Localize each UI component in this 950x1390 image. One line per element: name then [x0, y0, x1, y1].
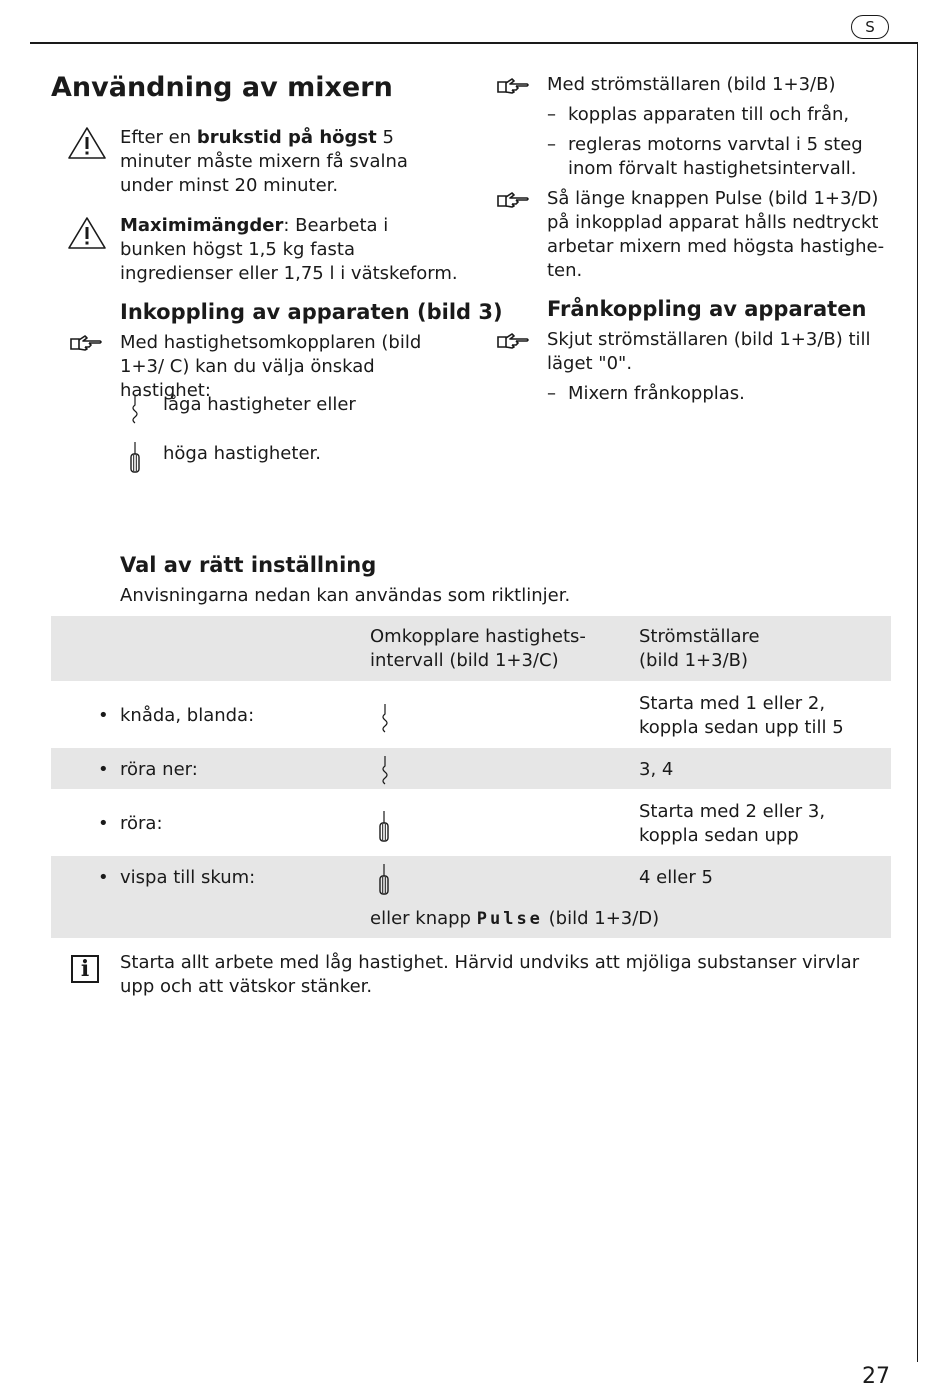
pointing-hand-icon	[69, 333, 103, 353]
pointing-hand-icon	[496, 190, 530, 210]
bullet: •	[98, 813, 109, 834]
pointing-hand-icon	[496, 331, 530, 351]
whisk-icon	[129, 440, 141, 474]
right-rule	[917, 42, 918, 1362]
top-rule	[30, 42, 918, 44]
table-row-task: vispa till skum:	[120, 867, 256, 888]
table-row-setting: Starta med 2 eller 3, koppla sedan upp	[639, 801, 826, 846]
whisk-icon	[378, 809, 390, 843]
pulse-label: Pulse	[476, 909, 543, 929]
table-row-task: röra ner:	[120, 759, 198, 780]
switch-off-step-text: Skjut strömställaren (bild 1+3/B) till läget "0".	[547, 329, 871, 374]
table-row-setting: 3, 4	[639, 759, 674, 780]
low-speed-option: låga hastigheter eller	[163, 394, 356, 415]
table-row-task: knåda, blanda:	[120, 705, 255, 726]
power-switch-item-on-off: kopplas apparaten till och från,	[568, 104, 850, 125]
section-heading-switch-on: Inkoppling av apparaten (bild 3)	[120, 300, 503, 324]
table-row-setting: 4 eller 5	[639, 867, 713, 888]
bullet: •	[98, 759, 109, 780]
warning-cooldown-text: Efter en brukstid på högst 5 minuter måste mixern få svalna under minst 20 minuter.	[120, 127, 408, 196]
column-header-interval: Omkopplare hastighets-intervall (bild 1+3/C)	[370, 626, 586, 671]
power-switch-step-text: Med strömställaren (bild 1+3/B)	[547, 74, 836, 95]
info-text: Starta allt arbete med låg hastighet. Härvid undviks att mjöliga substanser virvlar upp och att vätskor stänker.	[120, 952, 860, 997]
settings-heading: Val av rätt inställning	[120, 553, 377, 577]
info-icon: i	[71, 955, 99, 983]
hook-icon	[380, 754, 390, 788]
pointing-hand-icon	[496, 76, 530, 96]
pulse-alternative: eller knapp Pulse (bild 1+3/D)	[370, 908, 660, 929]
section-heading-switch-off: Frånkoppling av apparaten	[547, 297, 867, 321]
warning-icon	[67, 126, 107, 160]
power-switch-item-speed: regleras motorns varvtal i 5 steg inom förvalt hastighetsintervall.	[568, 134, 863, 179]
warning-max-quantity-text: Maximimängder: Bearbeta i bunken högst 1,5 kg fasta ingredienser eller 1,75 l i vätskeform.	[120, 215, 458, 284]
pulse-step-text: Så länge knappen Pulse (bild 1+3/D) på inkopplad apparat hålls nedtryckt arbetar mixern med högsta hastighe-ten.	[547, 188, 885, 281]
bullet: •	[98, 705, 109, 726]
dash-bullet: –	[547, 383, 556, 404]
switch-on-step-text: Med hastighetsomkopplaren (bild 1+3/ C) kan du välja önskad hastighet:	[120, 332, 422, 401]
dash-bullet: –	[547, 104, 556, 125]
warning-icon	[67, 216, 107, 250]
table-row-setting: Starta med 1 eller 2, koppla sedan upp till 5	[639, 693, 844, 738]
dash-bullet: –	[547, 134, 556, 155]
high-speed-option: höga hastigheter.	[163, 443, 321, 464]
hook-icon	[130, 393, 140, 427]
table-row-task: röra:	[120, 813, 163, 834]
settings-intro: Anvisningarna nedan kan användas som riktlinjer.	[120, 585, 571, 606]
page-number: 27	[862, 1364, 890, 1389]
language-badge: S	[851, 15, 889, 39]
column-header-switch: Strömställare (bild 1+3/B)	[639, 626, 760, 671]
switch-off-result: Mixern frånkopplas.	[568, 383, 745, 404]
hook-icon	[380, 702, 390, 736]
page-title: Användning av mixern	[51, 72, 393, 103]
whisk-icon	[378, 862, 390, 896]
bullet: •	[98, 867, 109, 888]
